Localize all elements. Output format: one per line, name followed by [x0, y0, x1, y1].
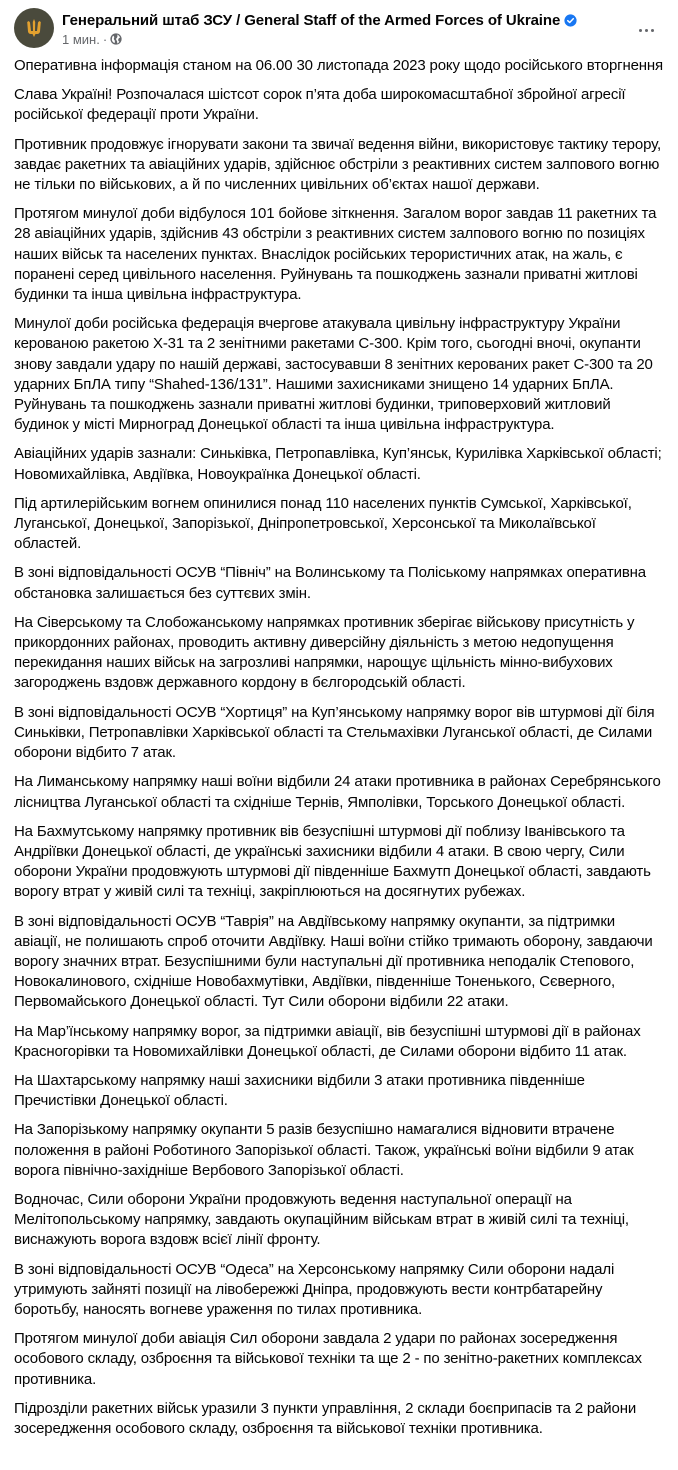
author-name[interactable]: Генеральний штаб ЗСУ / General Staff of the Armed Forces of Ukraine	[62, 11, 561, 29]
trident-icon	[26, 18, 42, 38]
post-paragraph: В зоні відповідальності ОСУВ “Одеса” на Херсонському напрямку Сили оборони надалі утримують зайняті позиції на лівобережжі Дніпра, продовжують вести контрбатарейну боротьбу, наносять вогневе ураження по тилах противника.	[14, 1260, 615, 1318]
post-title-paragraph: Оперативна інформація станом на 06.00 30 листопада 2023 року щодо російського вторгнення	[14, 57, 664, 74]
post-paragraph: На Бахмутському напрямку противник вів безуспішні штурмові дії поблизу Іванівського та Андріївки Донецької області, де українські захисники відбили 4 атаки. В свою чергу, Сили оборони України продовжують штурмові дії південніше Бахмутп Донецької області, завдають ворогу втрат у живій силі та техніці, закріплюються на досягнутих рубежах.	[14, 822, 651, 901]
post-header	[0, 0, 678, 52]
post-body	[0, 52, 678, 1439]
post-timestamp[interactable]: 1 мин.	[62, 31, 100, 47]
post-paragraph: На Шахтарському напрямку наші захисники відбили 3 атаки противника південніше Пречистівки Донецької області.	[14, 1071, 585, 1110]
post-paragraph: На Мар’їнському напрямку ворог, за підтримки авіації, вів безуспішні штурмові дії в районах Красногорівки та Новомихайлівки Донецької області, де Силами оборони відбито 11 атак.	[14, 1022, 641, 1060]
header-text	[62, 8, 577, 48]
verified-badge-icon	[564, 14, 577, 27]
post-paragraph: На Запорізькому напрямку окупанти 5 разів безуспішно намагалися відновити втрачене положення в районі Роботиного Запорізької області. Також, українські воїни відбили 9 атак ворога північно-західніше Вербового Запорізької області.	[14, 1121, 634, 1179]
more-horizontal-icon-dot	[645, 29, 648, 32]
globe-icon[interactable]	[110, 33, 122, 45]
post-paragraph: Підрозділи ракетних військ уразили 3 пункти управління, 2 склади боєприпасів та 2 райони зосередження особового складу, озброєння та військової техніки противника.	[14, 1399, 637, 1437]
post-paragraph: Авіаційних ударів зазнали: Синьківка, Петропавлівка, Куп’янськ, Курилівка Харківської області; Новомихайлівка, Авдіївка, Новоукраїнка Донецької області.	[14, 445, 662, 483]
post-paragraph: На Сіверському та Слобожанському напрямках противник зберігає військову присутність у прикордонних районах, проводить активну диверсійну діяльність з метою недопущення перекидання наших військ на загрозливі напрямки, нарощує щільність мінно-вибухових загороджень вздовж державного кордону в бєлгородській області.	[14, 613, 635, 692]
author-row	[62, 10, 577, 30]
post-paragraph: Слава Україні! Розпочалася шістсот сорок п’ята доба широкомасштабної збройної агресії російської федерації проти України.	[14, 86, 626, 124]
post-paragraph: Противник продовжує ігнорувати закони та звичаї ведення війни, використовує тактику терору, завдає ракетних та авіаційних ударів, здійснює обстріли з реактивних систем залпового вогню не тільки по військових, а й по численних цивільних об’єктах нашої держави.	[14, 135, 661, 194]
post-paragraph: На Лиманському напрямку наші воїни відбили 24 атаки противника в районах Серебрянського лісництва Луганської області та східніше Тернів, Ямполівки, Торського Донецької області.	[14, 773, 661, 811]
post-paragraph: Під артилерійським вогнем опинилися понад 110 населених пунктів Сумської, Харківської, Луганської, Донецької, Запорізької, Дніпропетровської, Херсонської та Миколаївської областей.	[14, 494, 632, 553]
post-paragraph: В зоні відповідальності ОСУВ “Хортиця” на Куп’янському напрямку ворог вів штурмові дії біля Синьківки, Петропавлівки Харківської області та Стельмахівки Луганської області, де Силами оборони відбито 7 атак.	[14, 703, 655, 762]
more-options-button[interactable]	[628, 12, 664, 48]
post-paragraph: В зоні відповідальності ОСУВ “Таврія” на Авдіївському напрямку окупанти, за підтримки авіації, не полишають спроб оточити Авдіївку. Наші воїни стійко тримають оборону, завдаючи ворогу значних втрат. Безуспішними були наступальні дії противника неподалік Степового, Новокалинового, східніше Новобахмутівки, Авдіївки, південніше Тоненького, Сєверного, Первомайського Донецької області. Тут Сили оборони відбили 22 атаки.	[14, 912, 653, 1011]
meta-separator: ·	[102, 31, 108, 47]
post-paragraph: Водночас, Сили оборони України продовжують ведення наступальної операції на Мелітопольському напрямку, завдають окупаційним військам втрат в живій силі та техніці, виснажують ворога вздовж всієї лінії фронту.	[14, 1190, 629, 1249]
more-horizontal-icon-dot	[639, 29, 642, 32]
post-paragraph: Минулої доби російська федерація вчергове атакувала цивільну інфраструктуру України керованою ракетою Х-31 та 2 зенітними ракетами С-300. Крім того, сьогодні вночі, окупанти знову завдали удару по нашій державі, застосувавши 8 зенітних керованих ракет С-300 та 20 ударних БпЛА типу “Shahed-136/131”. Нашими захисниками знищено 14 ударних БпЛА. Руйнувань та пошкоджень зазнали приватні житлові будинки, триповерховий житловий будинок у місті Мирноград Донецької області та інша цивільна інфраструктура.	[14, 315, 653, 434]
post-paragraph: Протягом минулої доби відбулося 101 бойове зіткнення. Загалом ворог завдав 11 ракетних та 28 авіаційних ударів, здійснив 43 обстріли з реактивних систем залпового вогню по позиціях наших військ та населених пунктах. Внаслідок російських терористичних атак, на жаль, є поранені серед цивільного населення. Руйнувань та пошкоджень зазнали приватні житлові будинки та інша цивільна інфраструктура.	[14, 205, 657, 304]
post-paragraph: В зоні відповідальності ОСУВ “Північ” на Волинському та Поліському напрямках оперативна обстановка залишається без суттєвих змін.	[14, 564, 646, 602]
more-horizontal-icon-dot	[651, 29, 654, 32]
avatar[interactable]	[14, 8, 54, 48]
post-meta	[62, 30, 577, 48]
post-paragraph: Протягом минулої доби авіація Сил оборони завдала 2 удари по районах зосередження особового складу, озброєння та військової техніки та ще 2 - по зенітно-ракетних комплексах противника.	[14, 1330, 642, 1388]
